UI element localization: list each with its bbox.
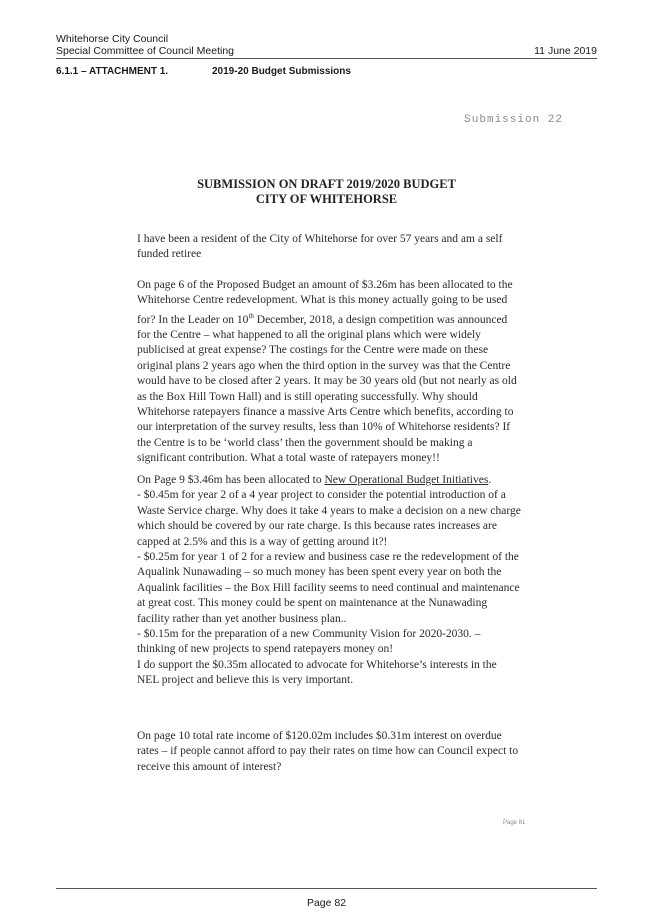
paragraph-intro — [137, 473, 521, 488]
paragraph-text — [137, 278, 521, 467]
header-meeting-row — [56, 45, 597, 57]
attachment-heading — [56, 66, 351, 77]
header-meeting: Special Committee of Council Meeting — [56, 45, 234, 57]
attachment-number: 6.1.1 – ATTACHMENT 1. — [56, 66, 169, 77]
document-title-line2: CITY OF WHITEHORSE — [255, 192, 398, 206]
paragraph-text: I have been a resident of the City of Whitehorse for over 57 years and am a self funded retiree — [137, 233, 503, 261]
header-organisation: Whitehorse City Council — [56, 33, 169, 45]
list-item: - $0.15m for the preparation of a new Community Vision for 2020-2030. – thinking of new projects to spend ratepayers money on! — [137, 628, 481, 656]
header-divider — [56, 58, 597, 59]
underlined-heading: New Operational Budget Initiatives — [324, 474, 489, 486]
paragraph-text: On page 10 total rate income of $120.02m includes $0.31m interest on overdue rates – if people cannot afford to pay their rates on time how can Council expect to receive this amount of interest? — [137, 730, 519, 773]
attachment-title: 2019-20 Budget Submissions — [212, 66, 351, 77]
scanned-page-mark: Page 81 — [503, 820, 526, 826]
footer-page-number: Page 82 — [306, 897, 347, 909]
paragraph-operational-initiatives — [137, 473, 521, 689]
header-date: 11 June 2019 — [534, 45, 597, 57]
document-title — [0, 177, 653, 207]
paragraph-text-part: . — [488, 474, 492, 486]
paragraph-resident — [137, 232, 521, 263]
document-title-line1: SUBMISSION ON DRAFT 2019/2020 BUDGET — [197, 177, 456, 191]
submission-number: Submission 22 — [464, 114, 563, 126]
footer-divider — [56, 888, 597, 889]
list-item: - $0.45m for year 2 of a 4 year project to consider the potential introduction of a Waste Service charge. Why does it take 4 years to make a decision on a new charge which should be covered by our rate charge. Is this because rates increases are capped at 2.5% and this is a way of getting around it?! — [137, 489, 521, 548]
ordinal-suffix: th — [248, 311, 254, 320]
paragraph-text-part: On Page 9 $3.46m has been allocated to — [137, 474, 325, 486]
paragraph-text-part: December, 2018, a design competition was announced for the Centre – what happened to all the original plans which were widely publicised at great expense? The costings for the Centre were made on these original plans 2 years ago when the third option in the survey was that the Centre would have to be closed after 2 years. It may be 30 years old (but not nearly as old as the Box Hill Town Hall) and is still operating successfully. Why should Whitehorse ratepayers finance a massive Arts Centre which benefits, according to our interpretation of the survey results, less than 10% of Whitehorse residents? If the Centre is to be ‘world class’ then the government should be making a significant contribution. What a total waste of ratepayers money!! — [137, 313, 517, 465]
list-item: - $0.25m for year 1 of 2 for a review and business case re the redevelopment of the Aqualink Nunawading – so much money has been spent every year on both the Aqualink facilities – the Box Hill facility seems to need continual and maintenance at great cost. This money could be spent on maintenance at the Nunawading facility rather than yet another business plan.. — [137, 551, 520, 625]
paragraph-rate-income — [137, 729, 521, 775]
paragraph-text-part: On page 6 of the Proposed Budget an amount of $3.26m has been allocated to the Whitehorse Centre redevelopment. What is this money actually going to be used for? In the Leader on 10 — [137, 279, 513, 326]
paragraph-whitehorse-centre — [137, 278, 521, 467]
list-item: I do support the $0.35m allocated to advocate for Whitehorse’s interests in the NEL project and believe this is very important. — [137, 658, 497, 687]
